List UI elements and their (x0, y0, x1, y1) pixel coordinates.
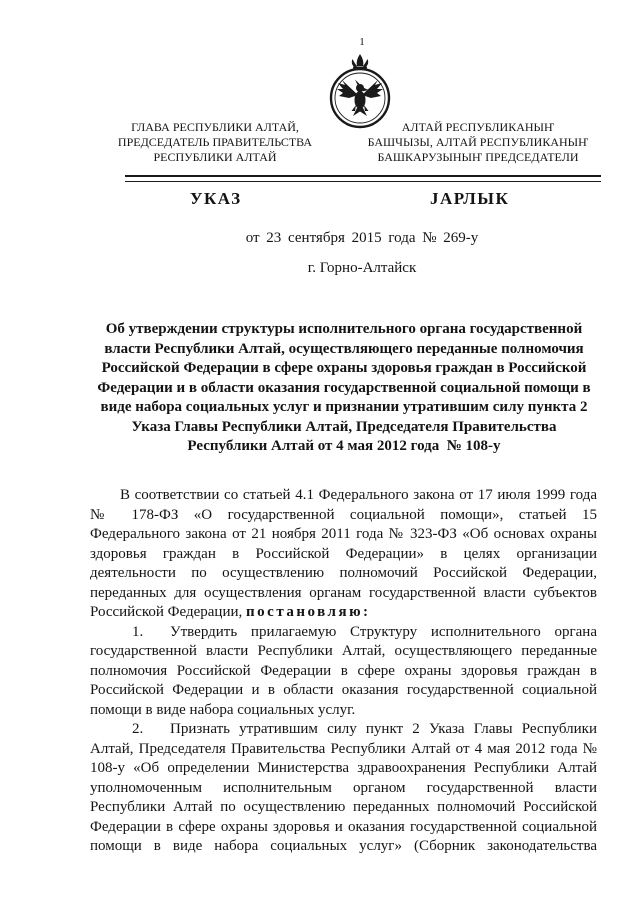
item-text-line: уполномоченным исполнительным органом государственной власти (90, 779, 597, 796)
item-text-line: Признать утратившим силу пункт 2 Указа Главы Республики (170, 721, 597, 737)
header-double-rule (125, 175, 601, 182)
page-number: 1 (359, 36, 365, 48)
preamble-line: здоровья граждан в Российской Федерации» в целях организации (90, 545, 597, 562)
header-left-line: ПРЕДСЕДАТЕЛЬ ПРАВИТЕЛЬСТВА (117, 135, 313, 149)
header-left-russian (95, 120, 335, 165)
header-right-altai (348, 120, 608, 165)
item-paragraph-2 (90, 720, 597, 857)
header-right-line: БАШКАРУЗЫНЫҤ ПРЕДСЕДАТЕЛИ (377, 150, 579, 164)
item-paragraph-1 (90, 623, 597, 721)
preamble-line: В соответствии со статьей 4.1 Федерального закона от 17 июля 1999 года (120, 487, 597, 503)
title-line: виде набора социальных услуг и признании утратившим силу пункта 2 (100, 399, 588, 415)
decree-title (76, 320, 612, 457)
doc-type-russian: УКАЗ (190, 189, 242, 208)
decree-place: г. Горно-Алтайск (307, 260, 417, 276)
resolution-keyword: постановляю: (246, 604, 371, 620)
header-right-line: АЛТАЙ РЕСПУБЛИКАНЫҤ (401, 120, 555, 134)
coat-of-arms-icon (322, 53, 398, 129)
item-text-line: 108-у «Об определении Министерства здравоохранения Республики Алтай (90, 760, 597, 776)
item-text-line: Российской Федерации и в области оказания государственной социальной (90, 682, 597, 698)
header-right-line: БАШЧЫЗЫ, АЛТАЙ РЕСПУБЛИКАНЫҤ (367, 135, 589, 149)
decree-body (90, 486, 597, 857)
title-line: Об утверждении структуры исполнительного органа государственной (105, 321, 583, 337)
header-left-line: РЕСПУБЛИКИ АЛТАЙ (153, 150, 277, 164)
item-text-line: полномочия Российской Федерации в сфере охраны здоровья граждан в (90, 662, 597, 679)
header-left-line: ГЛАВА РЕСПУБЛИКИ АЛТАЙ, (131, 120, 299, 134)
preamble-line: № 178-ФЗ «О государственной социальной помощи», статьей 15 (90, 506, 597, 523)
title-line: Российской Федерации в сфере охраны здоровья граждан в Российской (101, 360, 587, 376)
item-first-line (90, 623, 597, 643)
decree-date-number: от 23 сентября 2015 года № 269-у (245, 230, 479, 246)
title-line: власти Республики Алтай, осуществляющего переданные полномочия (104, 340, 584, 357)
item-text-line: помощи в виде набора социальных услуг» (Сборник законодательства (90, 838, 597, 854)
preamble-line: переданных для осуществления органам государственной власти субъектов (90, 584, 597, 601)
title-line: Республики Алтай от 4 мая 2012 года № 108-у (187, 438, 501, 454)
item-first-line (90, 720, 597, 740)
item-number: 1. (132, 623, 144, 640)
item-text-line: Алтай, Председателя Правительства Республики Алтай от 4 мая 2012 года № (90, 740, 597, 757)
preamble-line: деятельности по осуществлению полномочий Российской Федерации, (90, 565, 597, 581)
item-text-line: Республики Алтай по осуществлению переданных полномочий Российской (90, 799, 597, 815)
item-text-line: Утвердить прилагаемую Структуру исполнительного органа (170, 623, 597, 640)
item-text-line: Федерации в сфере охраны здоровья и оказания государственной социальной (90, 818, 597, 835)
item-text-line: государственной власти Республики Алтай, осуществляющего переданные (90, 643, 597, 659)
preamble-paragraph (90, 486, 597, 623)
title-line: Указа Главы Республики Алтай, Председателя Правительства (131, 418, 557, 435)
doc-type-altai: ЈАРЛЫК (430, 189, 510, 208)
preamble-last-line (90, 603, 597, 623)
preamble-line: Федерального закона от 21 ноября 2011 года № 323-ФЗ «Об основах охраны (90, 526, 597, 542)
title-line: Федерации и в области оказания государственной социальной помощи в (97, 379, 591, 396)
item-number: 2. (132, 721, 144, 737)
item-text-line: помощи в виде набора социальных услуг. (90, 701, 356, 718)
preamble-last-text: Российской Федерации, (90, 604, 243, 620)
